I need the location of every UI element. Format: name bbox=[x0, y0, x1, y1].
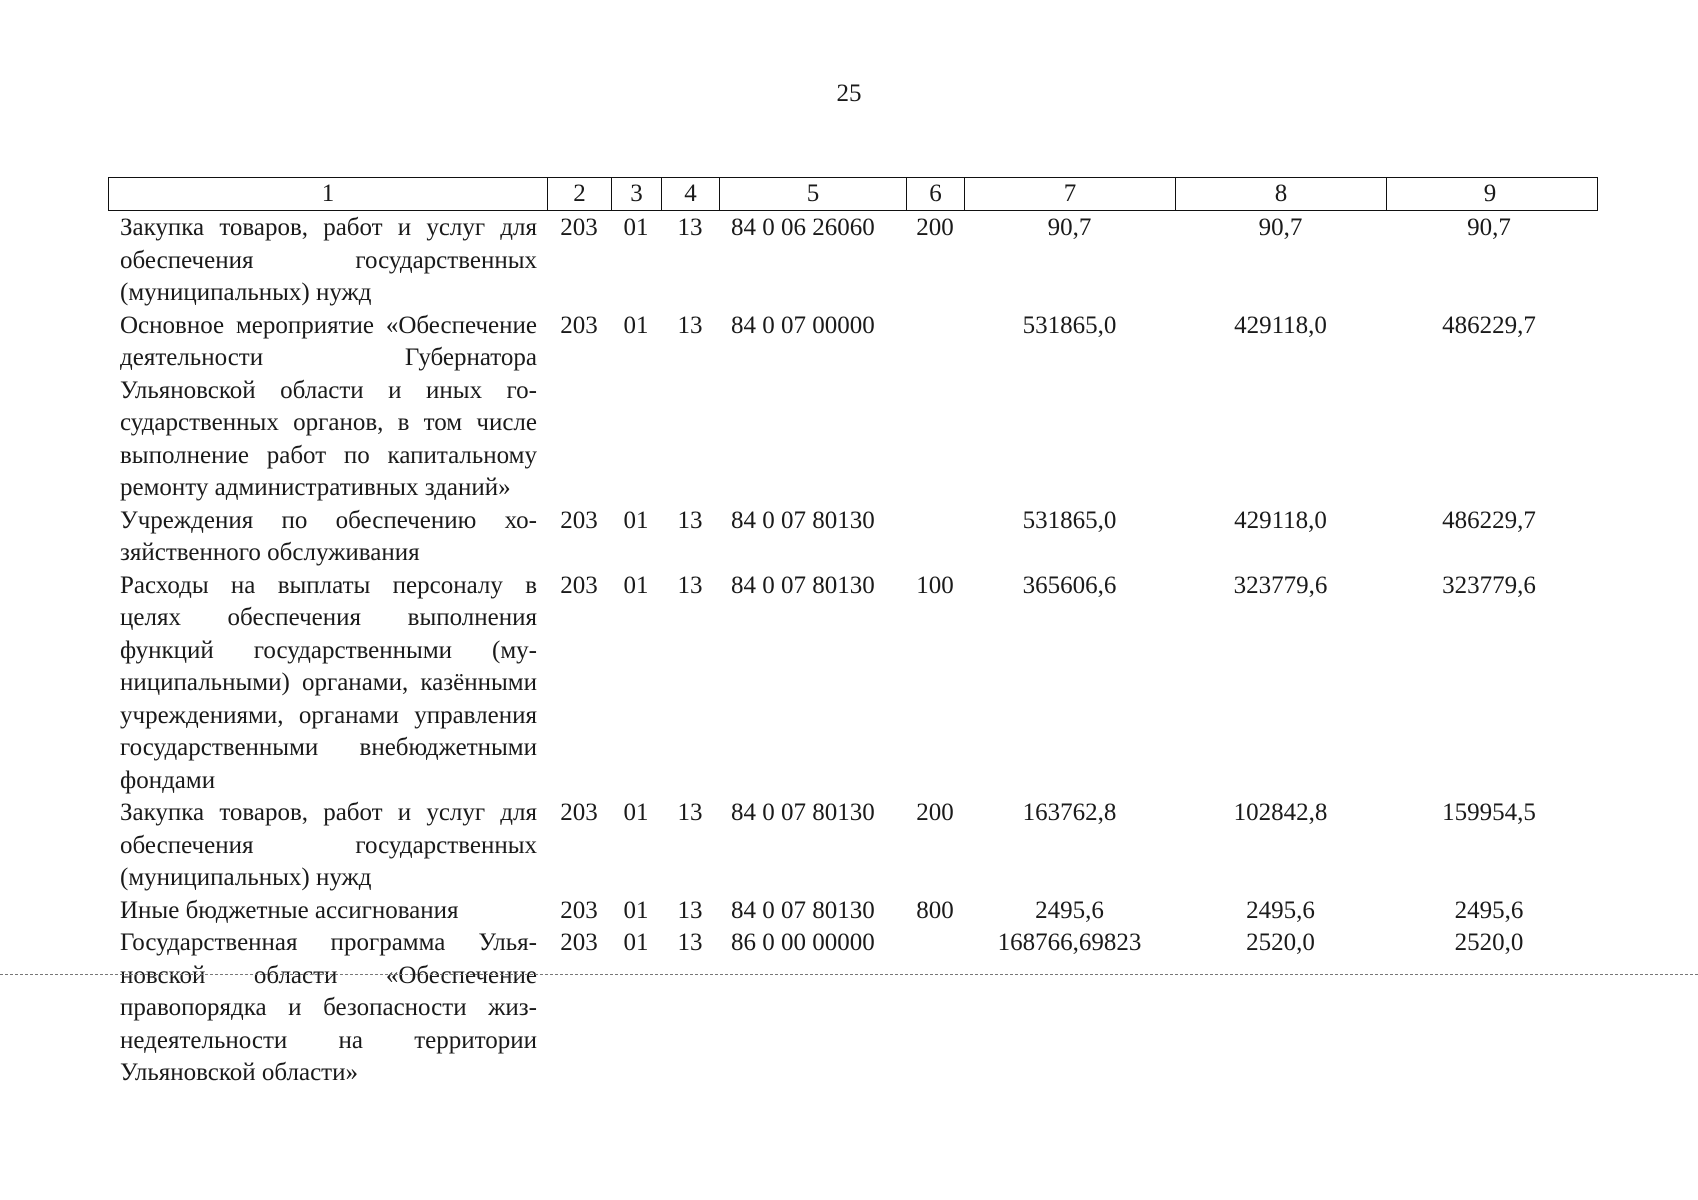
cell-section: 01 bbox=[623, 799, 649, 826]
cell-section: 01 bbox=[623, 896, 649, 924]
cell-subsection: 13 bbox=[677, 311, 703, 339]
cell-subsection: 13 bbox=[677, 571, 703, 599]
cell-target-article: 84 0 07 00000 bbox=[731, 311, 875, 339]
cell-ministry-code: 203 bbox=[560, 896, 598, 924]
cell-amount-9: 486229,7 bbox=[1442, 506, 1536, 534]
cell-amount-7: 531865,0 bbox=[1022, 311, 1117, 339]
cell-subsection: 13 bbox=[677, 799, 703, 826]
cell-amount-9: 2495,6 bbox=[1454, 896, 1524, 924]
cell-section: 01 bbox=[623, 571, 649, 599]
row-description: Государственная программа Ульяновской области «Обеспечение правопорядка и безопасности жизнедеятельности на территории Ульяновской области» bbox=[120, 929, 537, 1086]
row-description: Иные бюджетные ассигнования bbox=[120, 896, 459, 924]
cell-amount-8: 323779,6 bbox=[1233, 571, 1328, 599]
table-header bbox=[108, 177, 1598, 211]
cell-ministry-code: 203 bbox=[560, 571, 598, 599]
cell-section: 01 bbox=[623, 214, 649, 241]
cell-section: 01 bbox=[623, 506, 649, 534]
cell-ministry-code: 203 bbox=[560, 929, 598, 956]
cell-expense-type bbox=[906, 310, 964, 505]
cell-expense-type: 800 bbox=[916, 896, 954, 924]
table-row bbox=[108, 505, 1598, 570]
table-row bbox=[108, 570, 1598, 798]
column-header: 7 bbox=[965, 178, 1176, 210]
row-description: Закупка товаров, работ и услуг для обеспечения государственных (муниципальных) нужд bbox=[120, 214, 537, 306]
column-header: 2 bbox=[548, 178, 612, 210]
cell-amount-7: 2495,6 bbox=[1035, 896, 1104, 924]
cell-amount-9: 159954,5 bbox=[1442, 799, 1536, 826]
table-row bbox=[108, 797, 1598, 895]
table-row bbox=[108, 895, 1598, 928]
table-row bbox=[108, 310, 1598, 505]
table-row bbox=[108, 927, 1598, 1090]
cell-ministry-code: 203 bbox=[560, 506, 598, 534]
cell-amount-8: 2520,0 bbox=[1246, 929, 1315, 956]
cell-amount-9: 90,7 bbox=[1467, 214, 1511, 241]
column-header: 3 bbox=[612, 178, 662, 210]
cell-expense-type: 200 bbox=[916, 214, 954, 241]
cell-ministry-code: 203 bbox=[560, 311, 598, 339]
cell-expense-type bbox=[906, 505, 964, 570]
cell-target-article: 84 0 07 80130 bbox=[731, 571, 875, 599]
cell-expense-type: 200 bbox=[916, 799, 954, 826]
row-description: Основное мероприятие «Обеспечение деятельности Губернатора Ульяновской области и иных государственных органов, в том числе выполнение работ по капитальному ремонту административных зданий» bbox=[120, 311, 537, 501]
cell-amount-9: 486229,7 bbox=[1442, 311, 1536, 339]
column-header: 8 bbox=[1176, 178, 1387, 210]
cell-ministry-code: 203 bbox=[560, 799, 598, 826]
row-description: Закупка товаров, работ и услуг для обеспечения государственных (муниципальных) нужд bbox=[120, 799, 537, 891]
cell-amount-7: 365606,6 bbox=[1022, 571, 1117, 599]
cell-subsection: 13 bbox=[677, 896, 703, 924]
cell-target-article: 84 0 07 80130 bbox=[731, 799, 875, 826]
column-header: 4 bbox=[662, 178, 720, 210]
row-description: Учреждения по обеспечению хозяйственного обслуживания bbox=[120, 506, 537, 566]
cell-target-article: 84 0 06 26060 bbox=[731, 214, 875, 241]
cell-target-article: 84 0 07 80130 bbox=[731, 896, 875, 924]
cell-amount-7: 163762,8 bbox=[1022, 799, 1117, 826]
cell-amount-8: 2495,6 bbox=[1246, 896, 1315, 924]
cell-target-article: 84 0 07 80130 bbox=[731, 506, 875, 534]
cell-amount-9: 323779,6 bbox=[1442, 571, 1536, 599]
cell-expense-type bbox=[906, 927, 964, 1090]
cell-subsection: 13 bbox=[677, 506, 703, 534]
page-number: 25 bbox=[836, 80, 862, 107]
cell-subsection: 13 bbox=[677, 929, 703, 956]
cell-ministry-code: 203 bbox=[560, 214, 598, 241]
column-header: 5 bbox=[720, 178, 907, 210]
column-header: 1 bbox=[109, 178, 548, 210]
cell-section: 01 bbox=[623, 311, 649, 339]
cell-amount-9: 2520,0 bbox=[1454, 929, 1524, 956]
cell-subsection: 13 bbox=[677, 214, 703, 241]
table-body bbox=[108, 212, 1598, 1090]
cell-amount-8: 429118,0 bbox=[1234, 506, 1327, 534]
cell-amount-8: 429118,0 bbox=[1234, 311, 1327, 339]
cell-amount-7: 168766,69823 bbox=[997, 929, 1142, 956]
column-header: 9 bbox=[1483, 180, 1497, 207]
cell-amount-8: 102842,8 bbox=[1233, 799, 1328, 826]
row-description: Расходы на выплаты персоналу в целях обеспечения выполнения функций государственными (муниципальными) органами, казёнными учреждениями, органами управления государственными внебюджетными фондами bbox=[120, 571, 537, 794]
cell-amount-7: 531865,0 bbox=[1022, 506, 1117, 534]
cell-target-article: 86 0 00 00000 bbox=[731, 929, 875, 956]
column-header: 6 bbox=[907, 178, 965, 210]
cell-expense-type: 100 bbox=[916, 571, 954, 599]
cell-amount-8: 90,7 bbox=[1258, 214, 1303, 241]
cell-section: 01 bbox=[623, 929, 649, 956]
table-row bbox=[108, 212, 1598, 310]
cell-amount-7: 90,7 bbox=[1047, 214, 1092, 241]
